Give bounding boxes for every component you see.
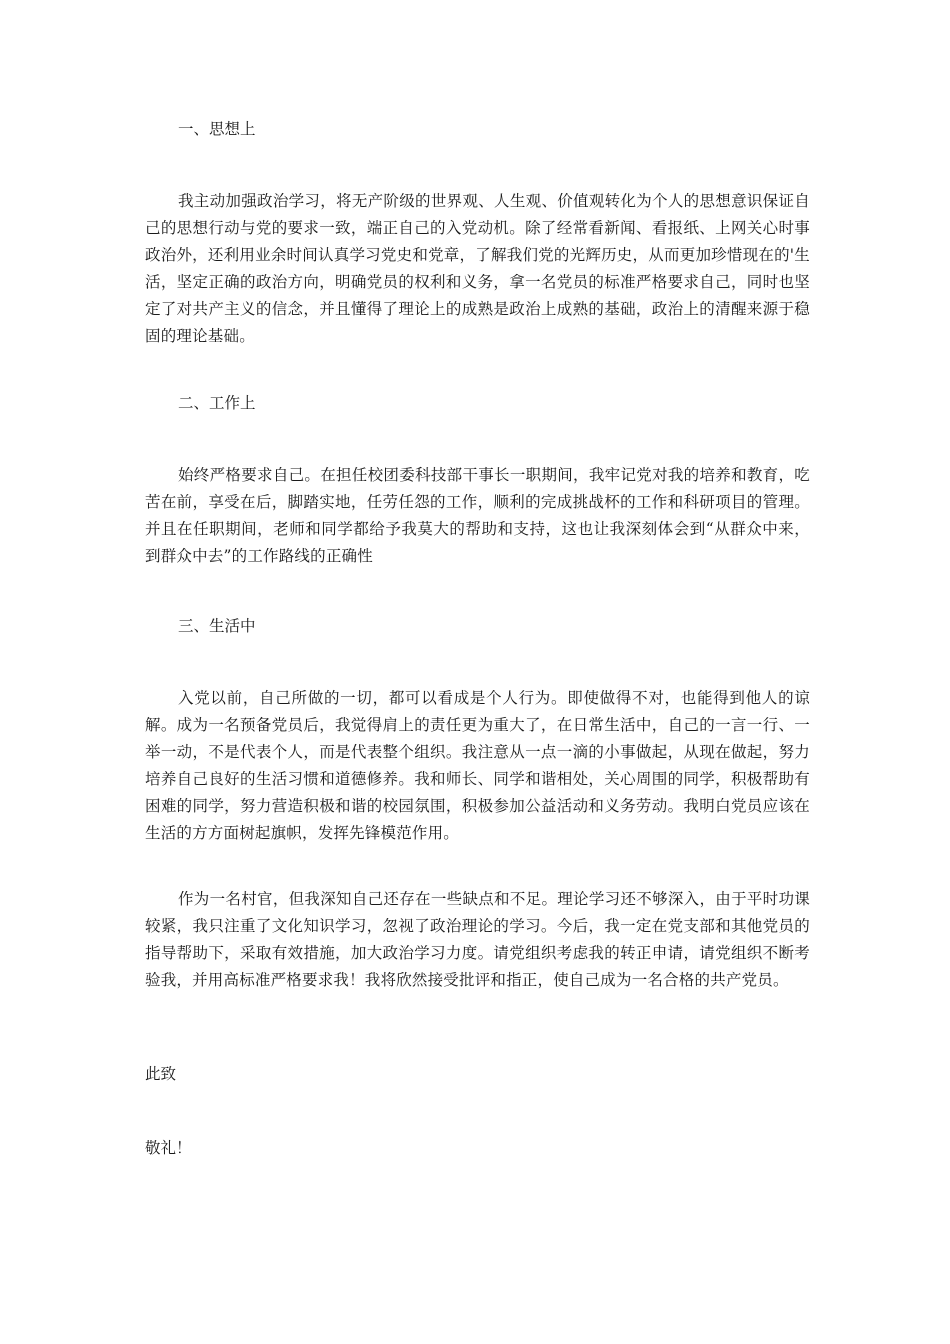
section-heading-thought: 一、思想上 (178, 120, 256, 138)
salutation: 此致 (145, 1065, 177, 1083)
paragraph-life: 入党以前，自己所做的一切，都可以看成是个人行为。即使做得不对，也能得到他人的谅解。成为一名预备党员后，我觉得肩上的责任更为重大了，在日常生活中，自己的一言一行、一举一动，不是代表个人，而是代表整个组织。我注意从一点一滴的小事做起，从现在做起，努力培养自己良好的生活习惯和道德修养。我和师长、同学和谐相处，关心周围的同学，积极帮助有困难的同学，努力营造积极和谐的校园氛围，积极参加公益活动和义务劳动。我明白党员应该在生活的方方面树起旗帜，发挥先锋模范作用。 (145, 689, 810, 842)
paragraph-closing: 作为一名村官，但我深知自己还存在一些缺点和不足。理论学习还不够深入，由于平时功课较紧，我只注重了文化知识学习，忽视了政治理论的学习。今后，我一定在党支部和其他党员的指导帮助下，采取有效措施，加大政治学习力度。请党组织考虑我的转正申请，请党组织不断考验我，并用高标准严格要求我！我将欣然接受批评和指正，使自己成为一名合格的共产党员。 (145, 890, 810, 989)
paragraph-thought: 我主动加强政治学习，将无产阶级的世界观、人生观、价值观转化为个人的思想意识保证自己的思想行动与党的要求一致，端正自己的入党动机。除了经常看新闻、看报纸、上网关心时事政治外，还利用业余时间认真学习党史和党章，了解我们党的光辉历史，从而更加珍惜现在的'生活，坚定正确的政治方向，明确党员的权利和义务，拿一名党员的标准严格要求自己，同时也坚定了对共产主义的信念，并且懂得了理论上的成熟是政治上成熟的基础，政治上的清醒来源于稳固的理论基础。 (145, 192, 810, 345)
paragraph-work: 始终严格要求自己。在担任校团委科技部干事长一职期间，我牢记党对我的培养和教育，吃苦在前，享受在后，脚踏实地，任劳任怨的工作，顺利的完成挑战杯的工作和科研项目的管理。并且在任职期间，老师和同学都给予我莫大的帮助和支持，这也让我深刻体会到“从群众中来，到群众中去”的工作路线的正确性 (145, 466, 810, 565)
regards: 敬礼！ (145, 1139, 192, 1157)
section-heading-work: 二、工作上 (178, 394, 256, 412)
section-heading-life: 三、生活中 (178, 617, 256, 635)
